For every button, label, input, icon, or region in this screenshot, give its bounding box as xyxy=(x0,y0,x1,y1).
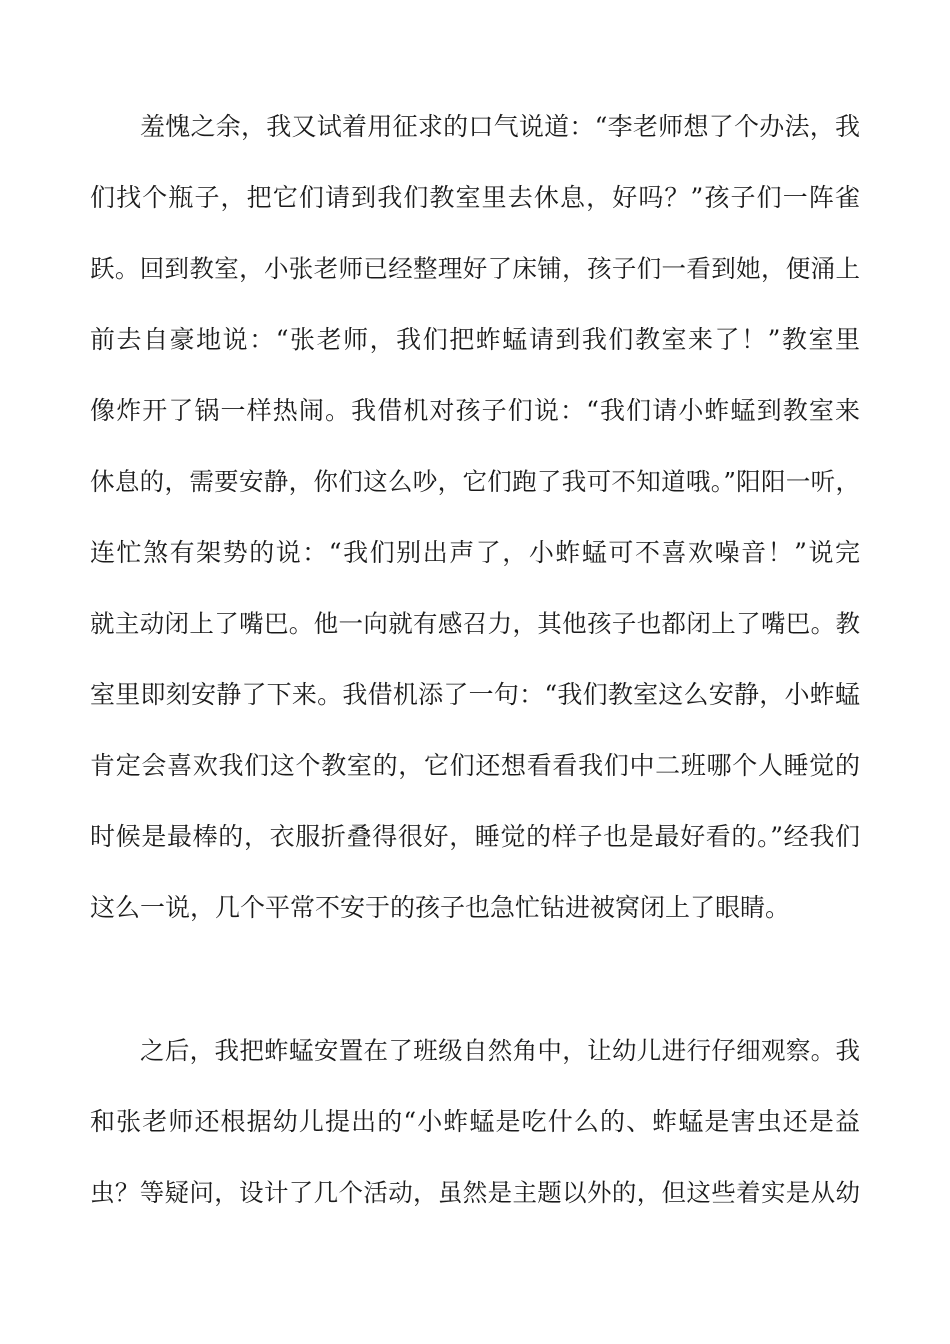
text-line: 就主动闭上了嘴巴。他一向就有感召力，其他孩子也都闭上了嘴巴。教 xyxy=(90,609,860,638)
text-line: 前去自豪地说：“张老师，我们把蚱蜢请到我们教室来了！”教室里 xyxy=(90,325,860,354)
text-line: 室里即刻安静了下来。我借机添了一句：“我们教室这么安静，小蚱蜢 xyxy=(90,680,860,709)
text-line: 肯定会喜欢我们这个教室的，它们还想看看我们中二班哪个人睡觉的 xyxy=(90,751,860,780)
text-line: 之后，我把蚱蜢安置在了班级自然角中，让幼儿进行仔细观察。我 xyxy=(140,1036,860,1065)
text-line: 连忙煞有架势的说：“我们别出声了，小蚱蜢可不喜欢噪音！”说完 xyxy=(90,538,860,567)
text-line: 时候是最棒的，衣服折叠得很好，睡觉的样子也是最好看的。”经我们 xyxy=(90,822,860,851)
text-line: 这么一说，几个平常不安于的孩子也急忙钻进被窝闭上了眼睛。 xyxy=(90,893,791,922)
text-line: 像炸开了锅一样热闹。我借机对孩子们说：“我们请小蚱蜢到教室来 xyxy=(90,396,860,425)
text-line: 和张老师还根据幼儿提出的“小蚱蜢是吃什么的、蚱蜢是害虫还是益 xyxy=(90,1107,860,1136)
text-line: 们找个瓶子，把它们请到我们教室里去休息，好吗？”孩子们一阵雀 xyxy=(90,183,860,212)
text-line: 休息的，需要安静，你们这么吵，它们跑了我可不知道哦。”阳阳一听， xyxy=(90,467,860,496)
text-line: 跃。回到教室，小张老师已经整理好了床铺，孩子们一看到她，便涌上 xyxy=(90,254,860,283)
text-line: 羞愧之余，我又试着用征求的口气说道：“李老师想了个办法，我 xyxy=(140,112,860,141)
text-line: 虫？等疑问，设计了几个活动，虽然是主题以外的，但这些着实是从幼 xyxy=(90,1178,860,1207)
